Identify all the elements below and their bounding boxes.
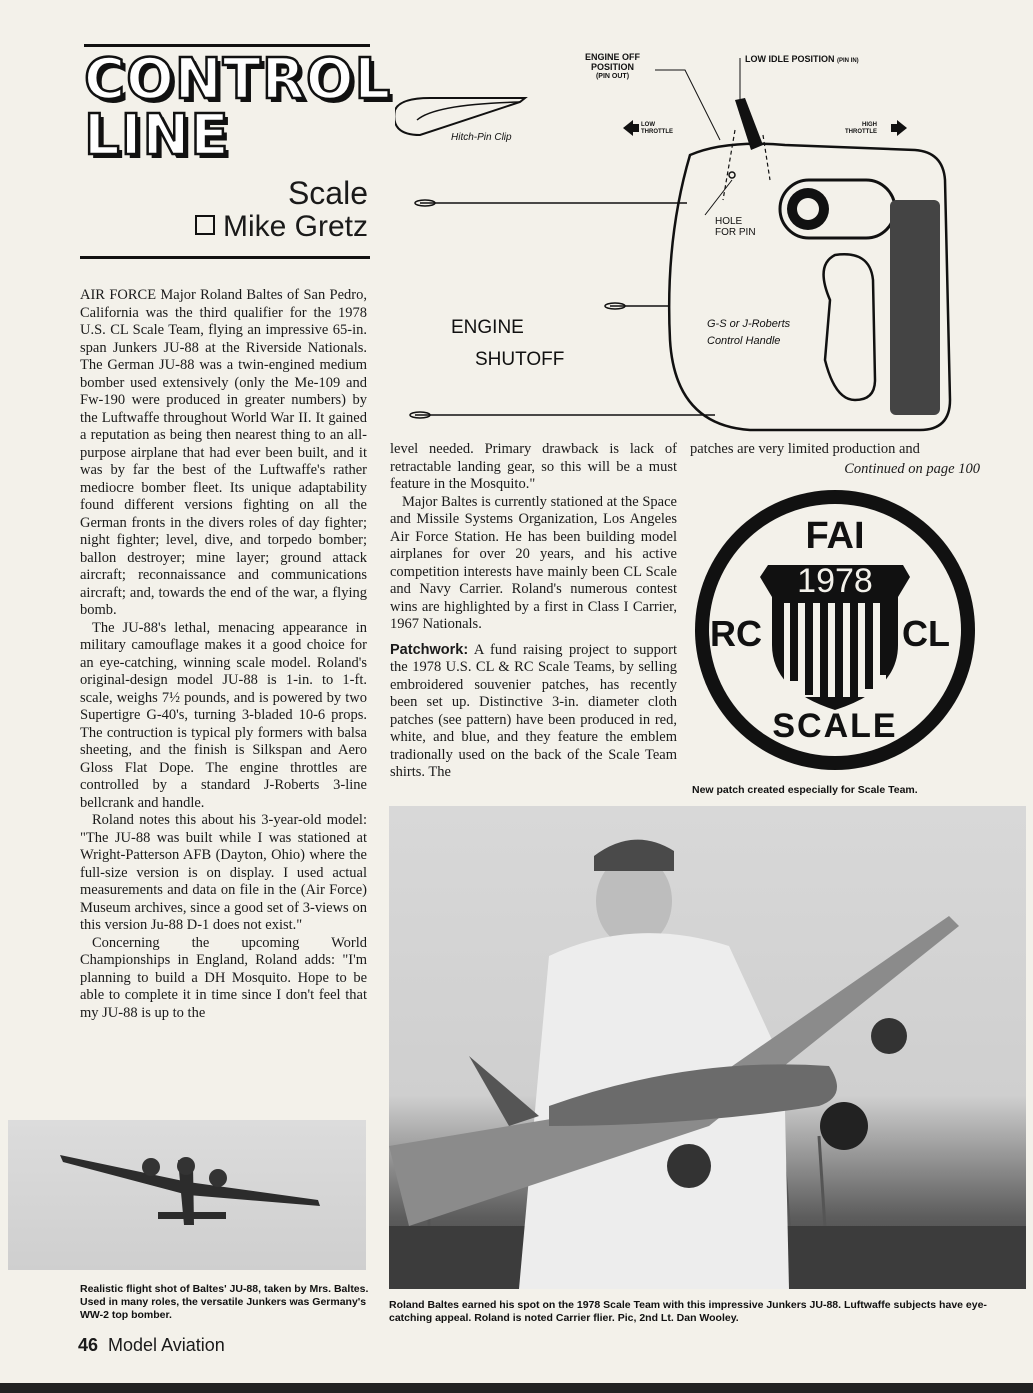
high-throttle-arrow-tail	[891, 124, 897, 132]
main-photo-caption: Roland Baltes earned his spot on the 1978 Scale Team with this impressive Junkers JU-88. Luftwaffe subjects have eye-catching appeal. Roland is noted Carrier flier. Pic, 2nd Lt. Dan Wooley.	[389, 1299, 987, 1324]
hitch-pin-clip-shape	[395, 98, 525, 135]
control-handle-label	[707, 316, 790, 350]
patch-caption: New patch created especially for Scale Team.	[692, 784, 918, 796]
handle-grip	[890, 200, 940, 415]
paragraph: Roland notes this about his 3-year-old model: "The JU-88 was built while I was stationed at Wright-Patterson AFB (Dayton, Ohio) where the full-size version is on display. I used actual measurements and data on file in the (Air Force) Museum archives, since a good set of 3-views on this version Ju-88 D-1 does not exist."	[80, 812, 367, 933]
position-text: POSITION	[591, 62, 635, 72]
byline	[195, 210, 368, 244]
flight-engine-left	[142, 1158, 160, 1176]
magazine-name: Model Aviation	[108, 1335, 225, 1355]
handle-line1-text: G-S or J-Roberts	[707, 318, 791, 330]
page-footer	[78, 1335, 225, 1356]
patch-year-text: 1978	[797, 562, 873, 600]
body-column-2	[390, 441, 677, 782]
department-title-line1: CONTROL	[84, 47, 392, 112]
body-column-3	[690, 441, 980, 478]
paragraph: patches are very limited production and	[690, 441, 920, 457]
shutoff-text: SHUTOFF	[475, 349, 565, 370]
engine-off-text: ENGINE OFF	[585, 52, 641, 62]
handle-finger-slot	[824, 254, 875, 400]
high-text: HIGH	[862, 122, 877, 128]
model-wheel	[820, 1102, 868, 1150]
garrison-cap	[594, 840, 674, 871]
hitch-pin-clip-wire	[417, 102, 520, 120]
main-photo-rendering	[389, 806, 1026, 1289]
model-engine-nacelle-2	[667, 1144, 711, 1188]
paragraph: Major Baltes is currently stationed at the Space and Missile Systems Organization, Los Angeles Air Force Station. He has been building model airplanes for over 20 years, and his active competition interests have mainly been CL Scale and Navy Carrier. Roland's numerous contest wins are highlighted by a first in Class I Carrier, 1967 Nationals.	[390, 493, 677, 632]
low-throttle-arrow-icon	[623, 120, 633, 136]
patch-rc-text: RC	[710, 613, 762, 654]
column-kicker: Scale	[287, 175, 368, 211]
header-bottom-rule	[80, 256, 370, 259]
model-tail	[469, 1056, 539, 1126]
body-column-1	[80, 287, 367, 1022]
flight-photo-ju88	[8, 1120, 366, 1270]
flight-photo-rendering	[8, 1120, 366, 1270]
handle-line2-text: Control Handle	[707, 335, 781, 347]
continued-line: Continued on page 100	[844, 460, 980, 477]
author-name: Mike Gretz	[222, 210, 368, 243]
throttle-diagram	[395, 40, 995, 440]
model-engine-nacelle	[871, 1018, 907, 1054]
low-idle-text: LOW IDLE POSITION	[745, 54, 835, 64]
hole-text: HOLE	[715, 216, 743, 227]
paragraph: level needed. Primary drawback is lack of retractable landing gear, so this will be a must feature in the Mosquito."	[390, 441, 677, 492]
flight-tail	[158, 1212, 226, 1219]
engine-text: ENGINE	[451, 317, 524, 338]
paragraph: The JU-88's lethal, menacing appearance in military camouflage makes it a good choice for an eye-catching, winning scale model. Roland's original-design model JU-88 is 1-in. to 1-ft. scale, weighs 7½ pounds, and is powered by two Supertigre G-40's, turning 3-bladed 10-6 props. The contruction is typical ply formers with balsa sheeting, and the finish is Silkspan and Aero Gloss Flat Dope. The engine throttles are controlled by a standard J-Roberts 3-line bellcrank and handle.	[80, 619, 367, 811]
page-number: 46	[78, 1335, 99, 1355]
flight-photo-caption: Realistic flight shot of Baltes' JU-88, taken by Mrs. Baltes. Used in many roles, the versatile Junkers was Germany's WW-2 top bomber.	[80, 1283, 369, 1321]
flight-engine-right	[209, 1169, 227, 1187]
department-title-line2: LINE	[84, 103, 230, 168]
low-throttle-arrow-tail	[633, 124, 639, 132]
pin-out-text: (PIN OUT)	[595, 73, 630, 80]
handle-window-knob-hole	[797, 198, 819, 220]
engine-off-label	[585, 52, 640, 82]
department-title	[84, 47, 392, 168]
main-photo-baltes-ju88	[389, 806, 1026, 1289]
low-throttle-text: THROTTLE	[641, 129, 673, 135]
low-throttle-label	[641, 122, 673, 136]
throttle-diagram-drawing	[395, 40, 995, 440]
patchwork-paragraph	[390, 642, 677, 782]
paragraph: AIR FORCE Major Roland Baltes of San Pedro, California was the third qualifier for the 1978 U.S. CL Scale Team, flying an impressive 65-in. span Junkers JU-88 at the Riverside Nationals. The German JU-88 was a twin-engined medium bomber used extensively (only the Me-109 and Fw-190 were produced in greater numbers) by the Luftwaffe throughout World War II. It gained a reputation as being then nearest thing to an all-purpose airplane that had ever been built, and it was by far the best of the Luftwaffe's rather mediocre bomber fleet. Its unique adaptability found different versions fighting on all the German fronts in the divers roles of day fighter; night fighter; level, dive, and torpedo bomber; ballon destroyer; mine layer; ground attack aircraft; reconnaissance and communications aircraft; and, towards the end of the war, a flying bomb.	[80, 287, 367, 618]
patch-fai-text: FAI	[805, 515, 865, 557]
high-throttle-text: THROTTLE	[845, 129, 877, 135]
bottom-scan-edge	[0, 1383, 1033, 1393]
flight-nose	[177, 1157, 195, 1175]
scale-team-patch	[688, 485, 988, 785]
high-throttle-arrow-icon	[897, 120, 907, 136]
paragraph: Concerning the upcoming World Championships in England, Roland adds: "I'm planning to build a DH Mosquito. Hope to be able to complete it in time since I don't feel that my JU-88 is up to the	[80, 934, 367, 1021]
high-throttle-label	[845, 122, 877, 136]
hole-for-pin-label	[715, 216, 756, 238]
engine-shutoff-label	[451, 312, 564, 376]
for-pin-text: FOR PIN	[715, 227, 756, 238]
pin-in-text: (PIN IN)	[837, 58, 859, 64]
low-text: LOW	[641, 122, 655, 128]
patchwork-heading: Patchwork:	[390, 641, 469, 658]
patchwork-text: A fund raising project to support the 1978 U.S. CL & RC Scale Teams, by selling embroidered souvenier patches, has recently been set up. Distinctive 3-in. diameter cloth patches (see pattern) have been produced in red, white, and blue, and they feature the emblem tradionally used on the back of the Scale Team shirts. The	[390, 641, 677, 780]
patch-scale-text: SCALE	[772, 707, 898, 745]
byline-box-icon	[195, 215, 215, 235]
low-idle-label	[745, 54, 859, 64]
hitch-pin-label: Hitch-Pin Clip	[451, 132, 512, 143]
patch-cl-text: CL	[902, 613, 950, 654]
throttle-lever	[735, 98, 763, 150]
